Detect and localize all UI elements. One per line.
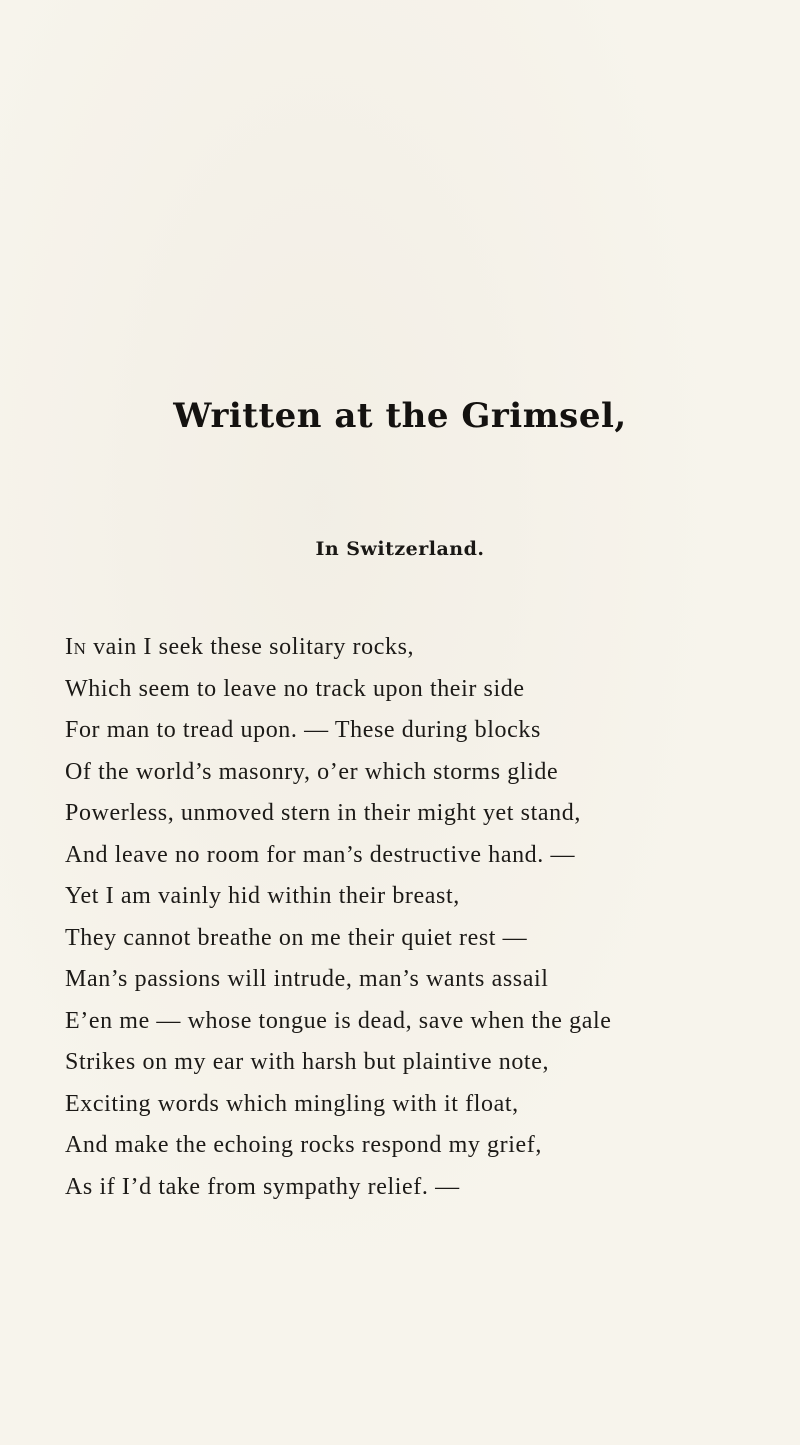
poem-line-8: They cannot breathe on me their quiet rest — bbox=[65, 924, 528, 951]
first-line-text: vain I seek these solitary rocks, bbox=[86, 634, 415, 660]
poem-line-6: And leave no room for man’s destructive hand. — bbox=[65, 841, 576, 868]
first-word-rest: n bbox=[73, 634, 87, 660]
poem-line-14: As if I’d take from sympathy relief. — bbox=[65, 1173, 460, 1200]
poem-line-13: And make the echoing rocks respond my grief, bbox=[65, 1132, 542, 1158]
poem-line-1 bbox=[65, 627, 785, 669]
poem-line-4: Of the world’s masonry, o’er which storms glide bbox=[65, 758, 559, 785]
poem-line-12: Exciting words which mingling with it float, bbox=[65, 1090, 519, 1117]
poem-body bbox=[65, 627, 785, 1208]
poem-line-11: Strikes on my ear with harsh but plaintive note, bbox=[65, 1049, 550, 1075]
poem-line-3: For man to tread upon. — These during blocks bbox=[65, 717, 541, 743]
poem-line-9: Man’s passions will intrude, man’s wants assail bbox=[65, 966, 549, 992]
poem-title: Written at the Grimsel, bbox=[173, 396, 627, 436]
poem-line-2: Which seem to leave no track upon their side bbox=[65, 675, 525, 702]
poem-line-5: Powerless, unmoved stern in their might yet stand, bbox=[65, 800, 581, 826]
poem-line-7: Yet I am vainly hid within their breast, bbox=[65, 883, 460, 909]
drop-initial: I bbox=[65, 634, 74, 660]
poem-subtitle: In Switzerland. bbox=[315, 538, 485, 560]
poem-line-10: E’en me — whose tongue is dead, save when the gale bbox=[65, 1007, 612, 1034]
